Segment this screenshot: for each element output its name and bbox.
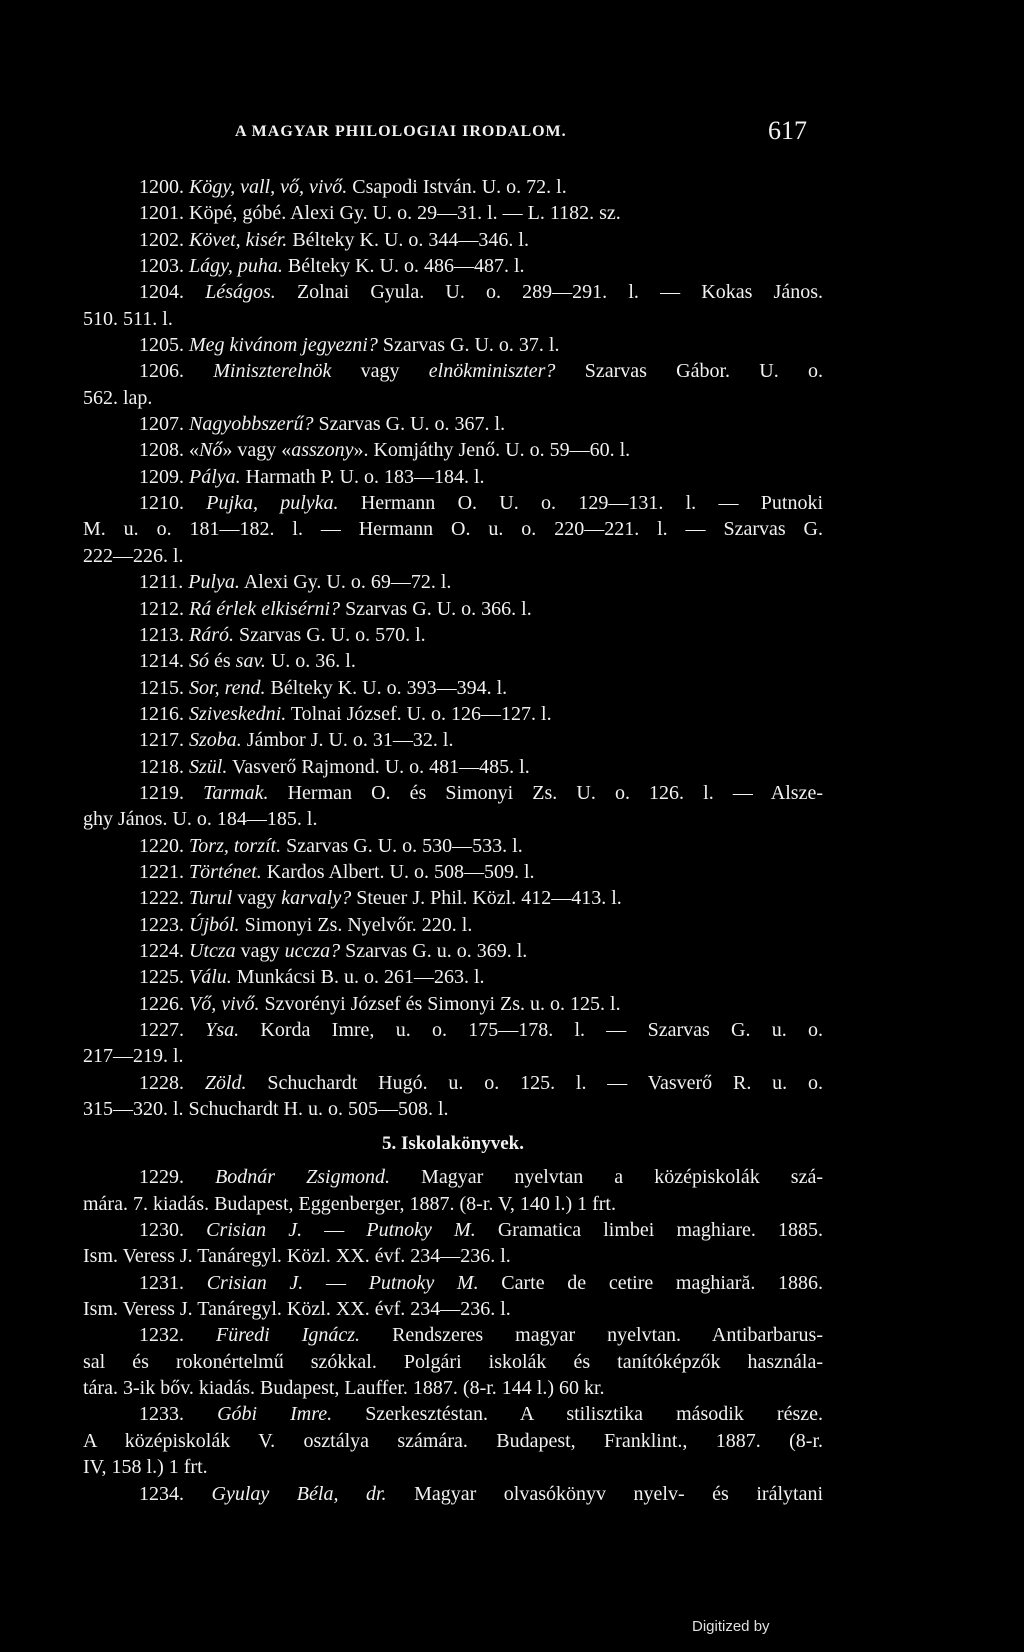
text-run: Szarvas G. u. o. 369. l. bbox=[340, 939, 528, 962]
text-run: Alexi Gy. U. o. 69—72. l. bbox=[239, 571, 452, 594]
text-run: vagy bbox=[232, 887, 282, 910]
text-run: 1232. bbox=[139, 1324, 217, 1347]
italic-term: Rá érlek elkisérni? bbox=[189, 597, 341, 620]
running-title: A MAGYAR PHILOLOGIAI IRODALOM. bbox=[235, 123, 567, 140]
text-run: 1231. bbox=[139, 1271, 207, 1294]
text-run: 1209. bbox=[139, 465, 189, 488]
italic-term: Nagyobbszerű? bbox=[189, 413, 314, 436]
text-run: sal és rokonértelmű szókkal. Polgári iskolák és tanítóképzők használa- bbox=[83, 1350, 823, 1373]
text-run: ». Komjáthy Jenő. U. o. 59—60. l. bbox=[353, 439, 631, 462]
text-run: 1215. bbox=[139, 676, 189, 699]
text-line bbox=[83, 701, 823, 727]
text-line bbox=[83, 1375, 823, 1401]
text-line bbox=[83, 516, 823, 542]
text-line bbox=[83, 1401, 823, 1427]
text-run: Hermann O. U. o. 129—131. l. — Putnoki bbox=[338, 492, 824, 515]
italic-term: Turul bbox=[189, 887, 233, 910]
text-run: Szarvas G. U. o. 367. l. bbox=[313, 413, 506, 436]
section-heading bbox=[83, 1122, 823, 1164]
text-line bbox=[83, 1454, 823, 1480]
text-run: Bélteky K. U. o. 393—394. l. bbox=[265, 676, 508, 699]
text-run: Szarvas G. U. o. 37. l. bbox=[377, 334, 560, 357]
italic-term: Sziveskedni. bbox=[189, 702, 287, 725]
text-line bbox=[83, 859, 823, 885]
text-run: mára. 7. kiadás. Budapest, Eggenberger, 1887. (8-r. V, 140 l.) 1 frt. bbox=[83, 1192, 616, 1215]
text-run: Szvorényi József és Simonyi Zs. u. o. 125. l. bbox=[259, 992, 621, 1015]
text-run: 1210. bbox=[139, 492, 207, 515]
italic-term: Szoba. bbox=[189, 729, 242, 752]
text-run: Steuer J. Phil. Közl. 412—413. l. bbox=[351, 887, 622, 910]
text-run: Gramatica limbei maghiare. 1885. bbox=[475, 1219, 824, 1242]
text-line bbox=[83, 1017, 823, 1043]
text-line bbox=[83, 253, 823, 279]
text-run: Schuchardt Hugó. u. o. 125. l. — Vasverő R. u. o. bbox=[246, 1071, 823, 1094]
text-run: 1205. bbox=[139, 334, 189, 357]
text-run: — bbox=[303, 1271, 369, 1294]
text-run: Bélteky K. U. o. 344—346. l. bbox=[287, 228, 529, 251]
text-run: 1217. bbox=[139, 729, 189, 752]
italic-term: Crisian J. bbox=[206, 1271, 304, 1294]
text-line bbox=[83, 464, 823, 490]
text-line bbox=[83, 490, 823, 516]
text-run: U. o. 36. l. bbox=[265, 650, 356, 673]
text-line bbox=[83, 437, 823, 463]
text-line bbox=[83, 358, 823, 384]
italic-term: Crisian J. bbox=[206, 1219, 303, 1242]
text-run: 1200. bbox=[139, 176, 189, 198]
text-run: és bbox=[209, 650, 236, 673]
text-line bbox=[83, 1349, 823, 1375]
italic-term: Léságos. bbox=[205, 281, 276, 304]
italic-term: elnökminiszter? bbox=[428, 360, 556, 383]
text-run: 5. Iskolakönyvek. bbox=[381, 1133, 525, 1155]
text-run: Szerkesztéstan. A stilisztika második része. bbox=[332, 1403, 823, 1426]
italic-term: Gyulay Béla, dr. bbox=[211, 1482, 387, 1505]
bibliography-text bbox=[83, 174, 823, 1507]
text-line bbox=[83, 754, 823, 780]
text-run: Csapodi István. U. o. 72. l. bbox=[347, 176, 567, 198]
text-line bbox=[83, 1043, 823, 1069]
text-run: Simonyi Zs. Nyelvőr. 220. l. bbox=[239, 913, 473, 936]
italic-term: Putnoky M. bbox=[368, 1271, 479, 1294]
text-run: 1213. bbox=[139, 623, 189, 646]
text-run: vagy bbox=[331, 360, 429, 383]
italic-term: Kögy, vall, vő, vivő. bbox=[189, 176, 348, 198]
italic-term: Füredi Ignácz. bbox=[216, 1324, 361, 1347]
text-line bbox=[83, 964, 823, 990]
text-run: Bélteky K. U. o. 486—487. l. bbox=[282, 255, 525, 278]
italic-term: uccza? bbox=[284, 939, 341, 962]
italic-term: Meg kivánom jegyezni? bbox=[189, 334, 378, 357]
page-number: 617 bbox=[768, 116, 807, 145]
text-run: Zolnai Gyula. U. o. 289—291. l. — Kokas János. bbox=[275, 281, 823, 304]
text-line bbox=[83, 675, 823, 701]
text-line bbox=[83, 780, 823, 806]
italic-term: Tarmak. bbox=[203, 781, 269, 804]
italic-term: sav. bbox=[235, 650, 266, 673]
text-run: Szarvas G. U. o. 530—533. l. bbox=[281, 834, 523, 857]
italic-term: Ráró. bbox=[189, 623, 234, 646]
text-line bbox=[83, 306, 823, 332]
text-line bbox=[83, 279, 823, 305]
text-line bbox=[83, 622, 823, 648]
text-run: Ism. Veress J. Tanáregyl. Közl. XX. évf. 234—236. l. bbox=[83, 1298, 511, 1321]
text-run: 1228. bbox=[139, 1071, 205, 1094]
text-line bbox=[83, 833, 823, 859]
italic-term: Válu. bbox=[189, 966, 232, 989]
text-run: Szarvas G. U. o. 366. l. bbox=[340, 597, 532, 620]
italic-term: Ysa. bbox=[205, 1019, 240, 1041]
text-run: Rendszeres magyar nyelvtan. Antibarbarus- bbox=[360, 1324, 823, 1347]
italic-term: Só bbox=[189, 650, 209, 673]
text-run: 1234. bbox=[139, 1482, 212, 1505]
text-run: Magyar nyelvtan a középiskolák szá- bbox=[390, 1166, 823, 1189]
italic-term: karvaly? bbox=[281, 887, 352, 910]
text-run: 1222. bbox=[139, 887, 189, 910]
text-line bbox=[83, 885, 823, 911]
italic-term: asszony bbox=[291, 439, 354, 462]
italic-term: Követ, kisér. bbox=[189, 228, 288, 251]
text-run: 1206. bbox=[139, 360, 214, 383]
text-line bbox=[83, 411, 823, 437]
text-line bbox=[83, 1070, 823, 1096]
text-line bbox=[83, 648, 823, 674]
italic-term: Történet. bbox=[189, 860, 262, 883]
text-run: » vagy « bbox=[222, 439, 292, 462]
text-run: 1225. bbox=[139, 966, 189, 989]
text-run: Tolnai József. U. o. 126—127. l. bbox=[286, 702, 552, 725]
text-line bbox=[83, 200, 823, 226]
text-run: 1212. bbox=[139, 597, 189, 620]
text-run: Herman O. és Simonyi Zs. U. o. 126. l. — Alsze- bbox=[268, 781, 824, 804]
text-run: 1229. bbox=[139, 1166, 216, 1189]
text-run: 1208. « bbox=[139, 439, 199, 462]
text-line bbox=[83, 912, 823, 938]
text-run: Vasverő Rajmond. U. o. 481—485. l. bbox=[227, 755, 530, 778]
text-run: Jámbor J. U. o. 31—32. l. bbox=[241, 729, 454, 752]
text-run: Carte de cetire maghiară. 1886. bbox=[478, 1271, 824, 1294]
italic-term: Pujka, pulyka. bbox=[206, 492, 339, 515]
text-run: A középiskolák V. osztálya számára. Budapest, Franklint., 1887. (8-r. bbox=[83, 1429, 823, 1452]
text-run: 1207. bbox=[139, 413, 189, 436]
text-run: Ism. Veress J. Tanáregyl. Közl. XX. évf. 234—236. l. bbox=[83, 1245, 511, 1268]
text-run: 510. 511. l. bbox=[83, 307, 173, 330]
italic-term: Putnoky M. bbox=[366, 1219, 476, 1242]
text-run: 1204. bbox=[139, 281, 206, 304]
text-line bbox=[83, 1270, 823, 1296]
italic-term: Nő bbox=[199, 439, 223, 462]
text-line bbox=[83, 1217, 823, 1243]
italic-term: Góbi Imre. bbox=[217, 1403, 333, 1426]
text-line bbox=[83, 1164, 823, 1190]
text-line bbox=[83, 385, 823, 411]
italic-term: Pálya. bbox=[189, 465, 241, 488]
text-run: 315—320. l. Schuchardt H. u. o. 505—508. l. bbox=[83, 1098, 449, 1121]
text-line bbox=[83, 1322, 823, 1348]
text-run: 1201. Köpé, góbé. Alexi Gy. U. o. 29—31. l. — L. 1182. sz. bbox=[139, 202, 621, 225]
text-line bbox=[83, 543, 823, 569]
text-run: 1218. bbox=[139, 755, 189, 778]
italic-term: Zöld. bbox=[204, 1071, 247, 1094]
text-run: 1216. bbox=[139, 702, 189, 725]
text-run: — bbox=[302, 1219, 367, 1242]
text-run: 562. lap. bbox=[83, 386, 153, 409]
italic-term: Újból. bbox=[189, 913, 240, 936]
text-run: vagy bbox=[235, 939, 285, 962]
text-run: 1211. bbox=[139, 571, 189, 594]
text-line bbox=[83, 1481, 823, 1507]
italic-term: Miniszterelnök bbox=[213, 360, 332, 383]
text-line bbox=[83, 806, 823, 832]
text-line bbox=[83, 1243, 823, 1269]
text-line bbox=[83, 569, 823, 595]
text-run: IV, 158 l.) 1 frt. bbox=[83, 1456, 208, 1479]
text-run: 1230. bbox=[139, 1219, 207, 1242]
text-line bbox=[83, 727, 823, 753]
text-run: Szarvas Gábor. U. o. bbox=[555, 360, 823, 383]
italic-term: Sor, rend. bbox=[189, 676, 266, 699]
text-run: tára. 3-ik bőv. kiadás. Budapest, Lauffer. 1887. (8-r. 144 l.) 60 kr. bbox=[83, 1377, 605, 1400]
italic-term: Pulya. bbox=[188, 571, 240, 594]
italic-term: Lágy, puha. bbox=[189, 255, 283, 278]
text-run: Kardos Albert. U. o. 508—509. l. bbox=[261, 860, 535, 883]
text-run: ghy János. U. o. 184—185. l. bbox=[83, 808, 318, 831]
text-line bbox=[83, 596, 823, 622]
text-run: 1223. bbox=[139, 913, 189, 936]
italic-term: Torz, torzít. bbox=[189, 834, 282, 857]
digitized-by-watermark: Digitized by bbox=[692, 1618, 770, 1635]
text-line bbox=[83, 1096, 823, 1122]
text-run: 222—226. l. bbox=[83, 544, 184, 567]
text-run: 1202. bbox=[139, 228, 189, 251]
italic-term: Vő, vivő. bbox=[189, 992, 260, 1015]
text-run: 1203. bbox=[139, 255, 189, 278]
text-run: Munkácsi B. u. o. 261—263. l. bbox=[231, 966, 485, 989]
text-line bbox=[83, 227, 823, 253]
text-run: Korda Imre, u. o. 175—178. l. — Szarvas G. u. o. bbox=[239, 1019, 823, 1041]
text-run: 1221. bbox=[139, 860, 189, 883]
text-run: 1220. bbox=[139, 834, 189, 857]
text-run: 1227. bbox=[139, 1019, 206, 1041]
text-run: 1214. bbox=[139, 650, 189, 673]
text-run: M. u. o. 181—182. l. — Hermann O. u. o. 220—221. l. — Szarvas G. bbox=[83, 518, 823, 541]
text-line bbox=[83, 1296, 823, 1322]
text-run: 1224. bbox=[139, 939, 189, 962]
italic-term: Szül. bbox=[189, 755, 228, 778]
text-run: 1219. bbox=[139, 781, 204, 804]
text-run: 217—219. l. bbox=[83, 1045, 184, 1068]
text-run: Szarvas G. U. o. 570. l. bbox=[234, 623, 426, 646]
text-run: Harmath P. U. o. 183—184. l. bbox=[240, 465, 485, 488]
text-line bbox=[83, 1191, 823, 1217]
text-line bbox=[83, 332, 823, 358]
text-run: 1233. bbox=[139, 1403, 218, 1426]
text-line bbox=[83, 991, 823, 1017]
italic-term: Utcza bbox=[189, 939, 236, 962]
text-line bbox=[83, 938, 823, 964]
text-run: 1226. bbox=[139, 992, 189, 1015]
text-line bbox=[83, 1428, 823, 1454]
italic-term: Bodnár Zsigmond. bbox=[215, 1166, 391, 1189]
text-line bbox=[83, 174, 823, 200]
text-run: Magyar olvasókönyv nyelv- és irálytani bbox=[386, 1482, 823, 1505]
